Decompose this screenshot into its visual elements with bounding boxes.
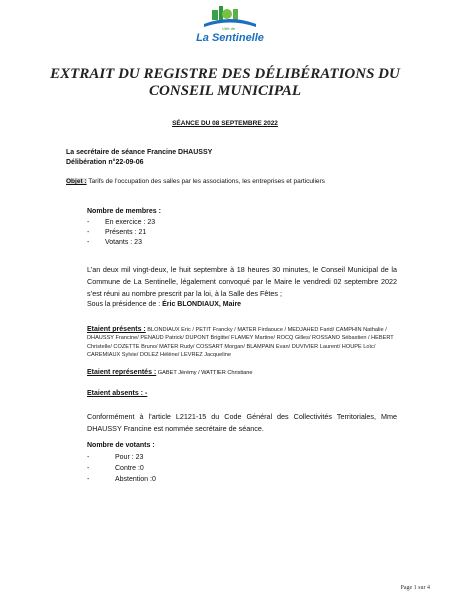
- logo-subtitle: Ville de: [222, 26, 236, 31]
- present-list: BLONDIAUX Eric / PETIT Francky / MATER Firdaouce / MEDJAHED Farid/ CAMPHIN Nathalie / DHAUSSY Francine/ PENAUD Patrick/ DUPONT Brigitte/ FLAMEY Martine/ ROCQ Gilles/ ROSSANO Sébastien / HEBERT Christelle/ COZETTE Bruno/ MATER Rudy/ COSSART Morgan/ BLAMPAIN Evan/ DUVIVIER Laurent/ HOUPE Loïc/ CAREMIAUX Sylvie/ DOLEZ Hélène/ LEVREZ Jacqueline: [87, 327, 394, 359]
- subject-line: [66, 178, 325, 185]
- deliberation-number: Délibération n°22-09-06: [66, 159, 144, 166]
- list-item: - En exercice : 23: [87, 219, 156, 226]
- list-item: - Présents : 21: [87, 229, 147, 236]
- list-item: - Contre :0: [87, 465, 144, 472]
- voters-list: [87, 452, 156, 485]
- present-members: [87, 326, 402, 360]
- represented-list: GABET Jérémy / WATTIER Christiane: [156, 370, 253, 376]
- document-title: [40, 66, 410, 100]
- presidency-prefix: Sous la présidence de :: [87, 301, 163, 308]
- subject-label: Objet :: [66, 178, 87, 185]
- title-line-2: CONSEIL MUNICIPAL: [148, 83, 302, 99]
- represented-members: [87, 369, 253, 376]
- subject-text: Tarifs de l’occupation des salles par les associations, les entreprises et particuliers: [86, 178, 325, 185]
- page-number: Page 1 sur 4: [400, 585, 430, 591]
- absent-members: Etaient absents : -: [87, 390, 148, 397]
- title-line-1: EXTRAIT DU REGISTRE DES DÉLIBÉRATIONS DU: [50, 66, 400, 82]
- list-item: - Abstention :0: [87, 476, 156, 483]
- secretary-block: [66, 148, 212, 168]
- secretary-line: La secrétaire de séance Francine DHAUSSY: [66, 149, 213, 156]
- session-date: SÉANCE DU 08 SEPTEMBRE 2022: [172, 120, 278, 127]
- meeting-paragraph: L’an deux mil vingt-deux, le huit septembre à 18 heures 30 minutes, le Conseil Municipal de la Commune de La Sentinelle, légalement convoqué par le Maire le vendredi 02 septembre 2022 s’est réuni au nombre prescrit par la loi, à la Salle des Fêtes ;: [87, 265, 397, 298]
- secretary-appointment: Conformément à l’article L2121-15 du Code Général des Collectivités Territoriales, Mme DHAUSSY Francine est nommée secrétaire de séance.: [87, 412, 397, 433]
- voters-title: Nombre de votants :: [87, 442, 155, 449]
- list-item: - Votants : 23: [87, 239, 142, 246]
- present-label: Etaient présents :: [87, 326, 146, 333]
- presidency-name: Éric BLONDIAUX, Maire: [162, 301, 242, 308]
- town-logo: [190, 6, 270, 48]
- members-list: [87, 218, 155, 248]
- represented-label: Etaient représentés :: [87, 369, 157, 376]
- members-title: Nombre de membres :: [87, 208, 161, 215]
- presidency-line: [87, 301, 241, 308]
- list-item: - Pour : 23: [87, 454, 144, 461]
- logo-town-name: La Sentinelle: [196, 32, 264, 44]
